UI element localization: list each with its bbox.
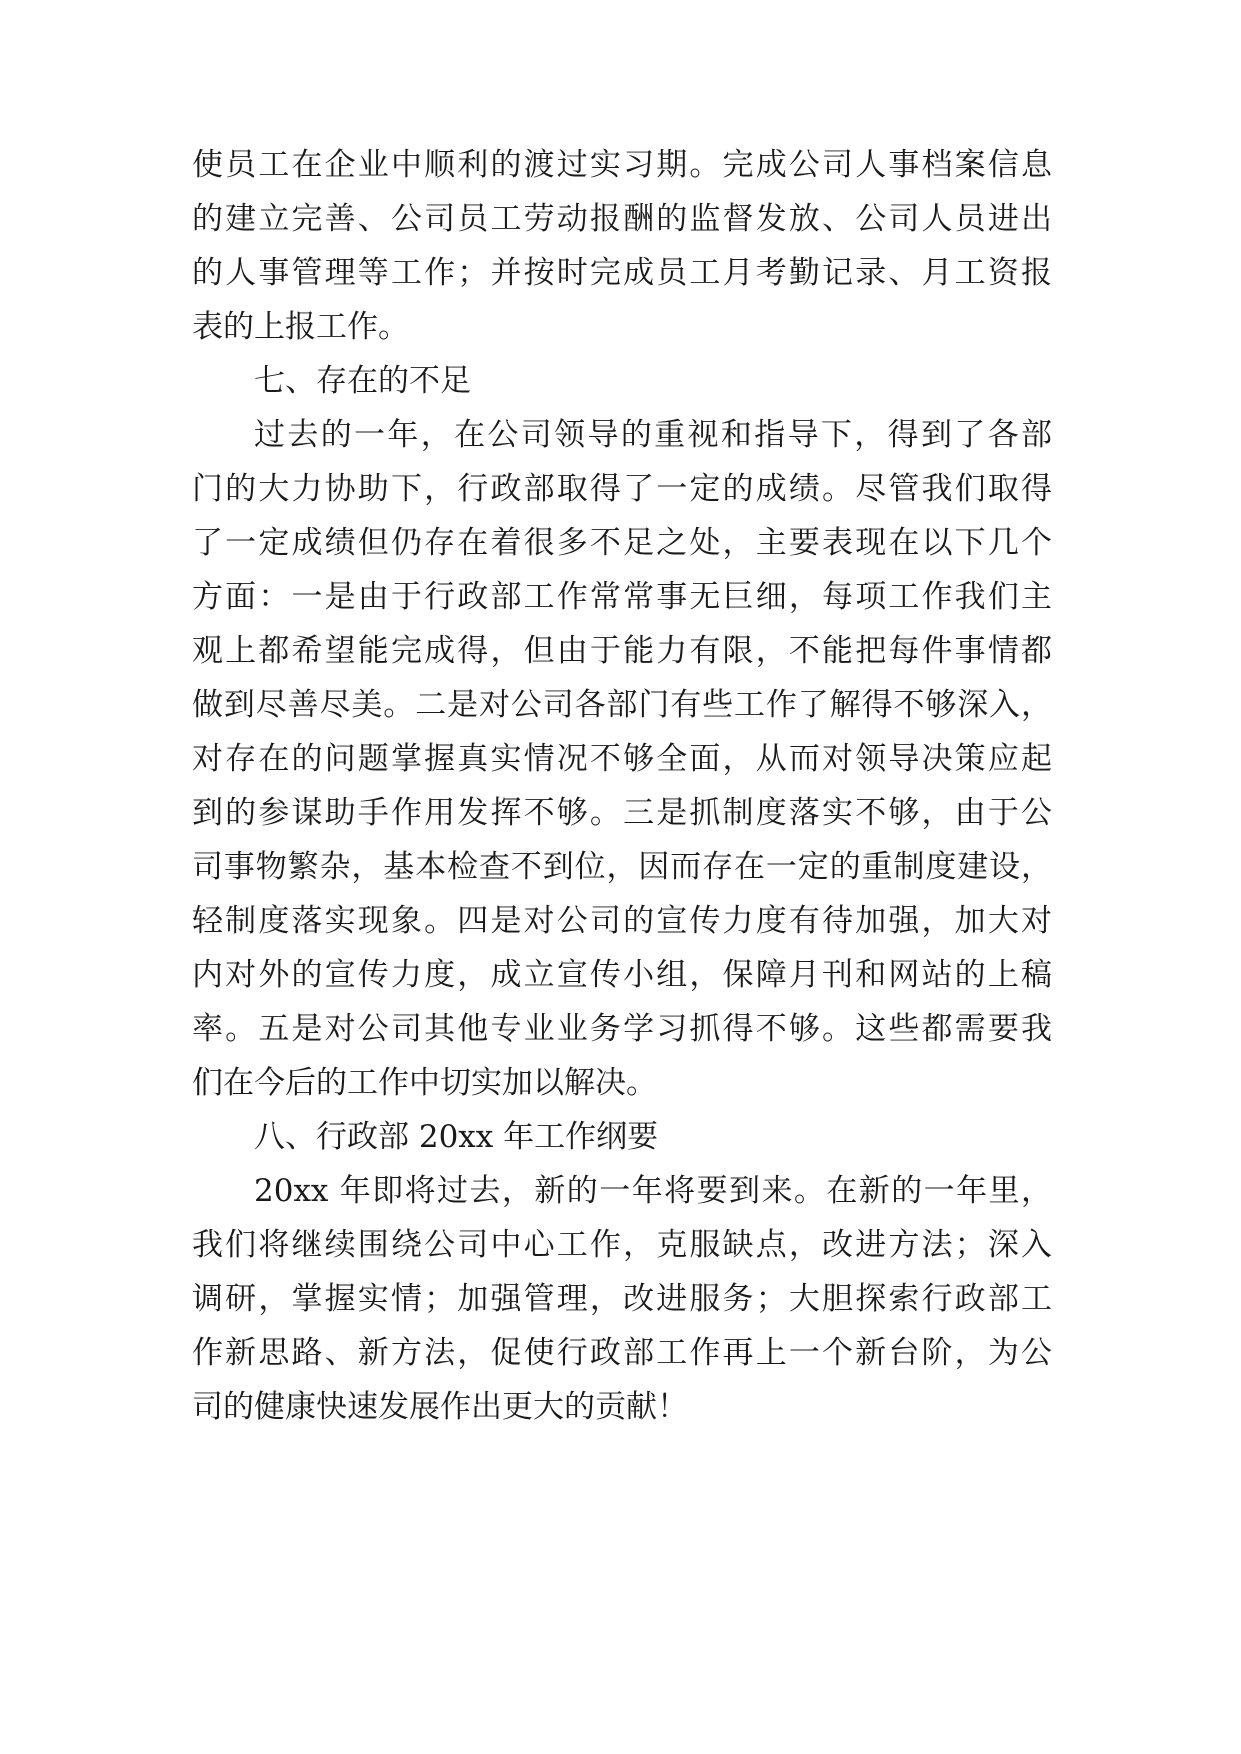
paragraph-line: 观上都希望能完成得，但由于能力有限，不能把每件事情都 bbox=[192, 633, 1052, 669]
paragraph-line: 的人事管理等工作；并按时完成员工月考勤记录、月工资报 bbox=[192, 255, 1052, 291]
paragraph-line: 过去的一年，在公司领导的重视和指导下，得到了各部 bbox=[254, 417, 1052, 453]
paragraph-line: 的建立完善、公司员工劳动报酬的监督发放、公司人员进出 bbox=[192, 201, 1052, 237]
paragraph-line: 轻制度落实现象。四是对公司的宣传力度有待加强，加大对 bbox=[192, 903, 1052, 939]
paragraph-line: 司的健康快速发展作出更大的贡献！ bbox=[192, 1389, 688, 1425]
paragraph-line: 对存在的问题掌握真实情况不够全面，从而对领导决策应起 bbox=[192, 741, 1052, 777]
paragraph-line: 门的大力协助下，行政部取得了一定的成绩。尽管我们取得 bbox=[192, 471, 1052, 507]
section-heading-8: 八、行政部 20xx 年工作纲要 bbox=[254, 1119, 659, 1155]
paragraph-line: 了一定成绩但仍存在着很多不足之处，主要表现在以下几个 bbox=[192, 525, 1052, 561]
paragraph-line: 使员工在企业中顺利的渡过实习期。完成公司人事档案信息 bbox=[192, 147, 1052, 183]
section-heading-7: 七、存在的不足 bbox=[254, 363, 471, 399]
paragraph-line: 内对外的宣传力度，成立宣传小组，保障月刊和网站的上稿 bbox=[192, 957, 1052, 993]
paragraph-line: 做到尽善尽美。二是对公司各部门有些工作了解得不够深入， bbox=[192, 687, 1052, 723]
paragraph-line: 们在今后的工作中切实加以解决。 bbox=[192, 1065, 657, 1101]
paragraph-line: 作新思路、新方法，促使行政部工作再上一个新台阶，为公 bbox=[192, 1335, 1052, 1371]
paragraph-line: 调研，掌握实情；加强管理，改进服务；大胆探索行政部工 bbox=[192, 1281, 1052, 1317]
paragraph-line: 表的上报工作。 bbox=[192, 309, 409, 345]
paragraph-line: 到的参谋助手作用发挥不够。三是抓制度落实不够，由于公 bbox=[192, 795, 1052, 831]
paragraph-line: 我们将继续围绕公司中心工作，克服缺点，改进方法；深入 bbox=[192, 1227, 1052, 1263]
paragraph-line: 司事物繁杂，基本检查不到位，因而存在一定的重制度建设， bbox=[192, 849, 1052, 885]
paragraph-line: 方面：一是由于行政部工作常常事无巨细，每项工作我们主 bbox=[192, 579, 1052, 615]
paragraph-line: 20xx 年即将过去，新的一年将要到来。在新的一年里， bbox=[254, 1173, 1052, 1209]
paragraph-line: 率。五是对公司其他专业业务学习抓得不够。这些都需要我 bbox=[192, 1011, 1052, 1047]
